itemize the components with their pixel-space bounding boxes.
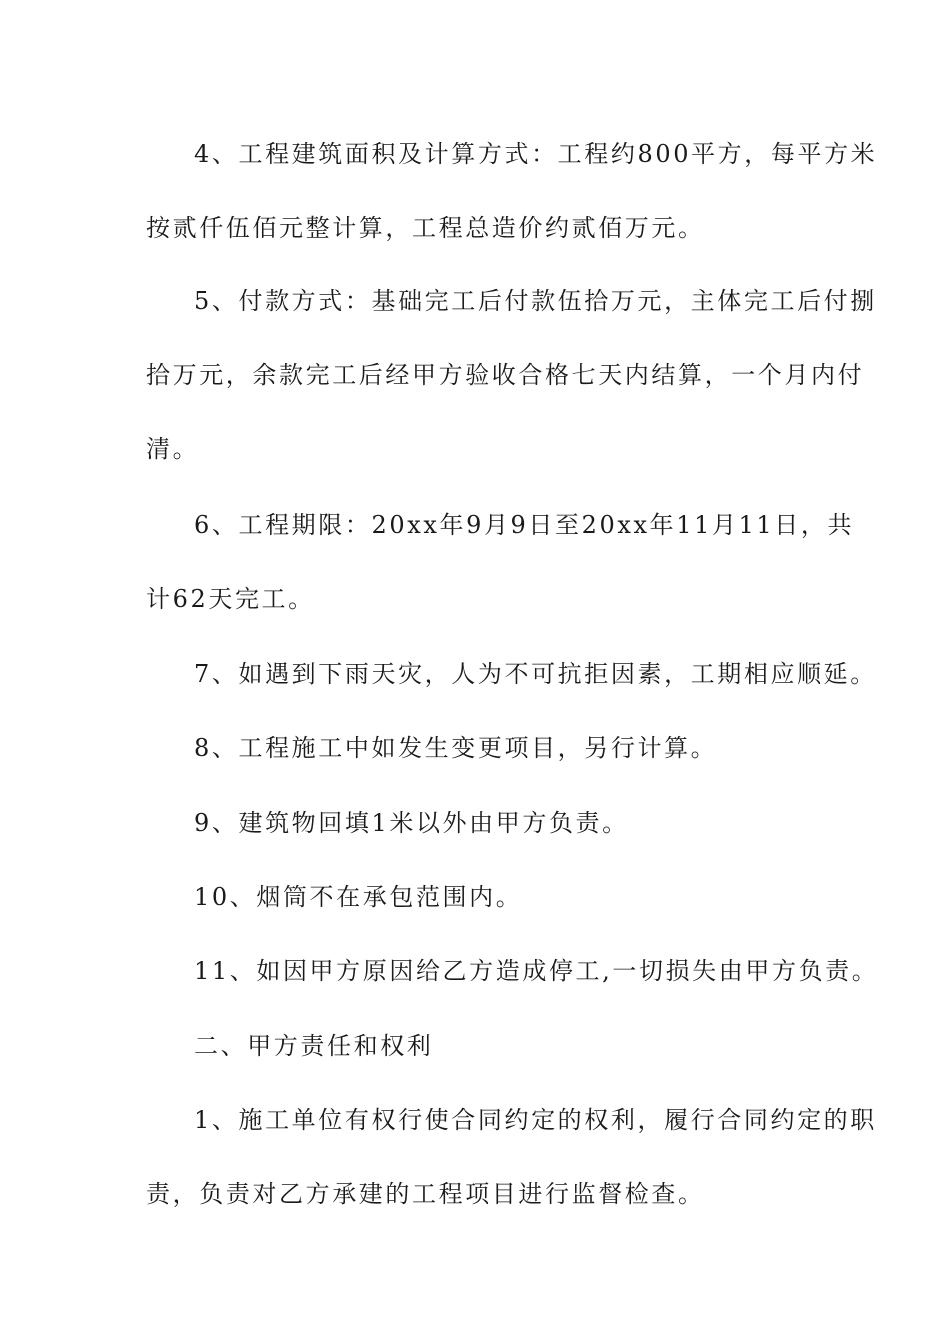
paragraph-line: 11、如因甲方原因给乙方造成停工,一切损失由甲方负责。 xyxy=(194,957,879,985)
paragraph-line: 7、如遇到下雨天灾，人为不可抗拒因素，工期相应顺延。 xyxy=(194,660,877,688)
paragraph-item-9 xyxy=(146,786,806,860)
paragraph-line: 5、付款方式：基础完工后付款伍拾万元，主体完工后付捌 xyxy=(194,287,877,315)
paragraph-line: 1、施工单位有权行使合同约定的权利，履行合同约定的职 xyxy=(194,1106,877,1134)
paragraph-item-6 xyxy=(146,488,855,636)
paragraph-line: 按贰仟伍佰元整计算，工程总造价约贰佰万元。 xyxy=(146,214,705,242)
paragraph-line: 拾万元，余款完工后经甲方验收合格七天内结算，一个月内付 xyxy=(146,361,865,389)
paragraph-line: 8、工程施工中如发生变更项目，另行计算。 xyxy=(194,734,718,762)
paragraph-item-10 xyxy=(146,860,806,934)
paragraph-item-8 xyxy=(146,711,806,785)
paragraph-line: 计62天完工。 xyxy=(146,585,315,613)
paragraph-line: 6、工程期限：20xx年9月9日至20xx年11月11日，共 xyxy=(194,511,855,539)
paragraph-item-5 xyxy=(146,264,877,486)
paragraph-line: 10、烟筒不在承包范围内。 xyxy=(194,883,523,911)
paragraph-line: 清。 xyxy=(146,435,200,463)
paragraph-section-2-item-1 xyxy=(146,1083,877,1231)
section-heading: 二、甲方责任和权利 xyxy=(194,1032,434,1060)
paragraph-item-4 xyxy=(146,117,878,265)
paragraph-item-11 xyxy=(146,934,879,1008)
section-heading-party-a xyxy=(146,1009,806,1083)
paragraph-item-7 xyxy=(146,637,877,711)
paragraph-line: 9、建筑物回填1米以外由甲方负责。 xyxy=(194,809,629,837)
paragraph-line: 责，负责对乙方承建的工程项目进行监督检查。 xyxy=(146,1180,705,1208)
paragraph-line: 4、工程建筑面积及计算方式：工程约800平方，每平方米 xyxy=(194,140,878,168)
